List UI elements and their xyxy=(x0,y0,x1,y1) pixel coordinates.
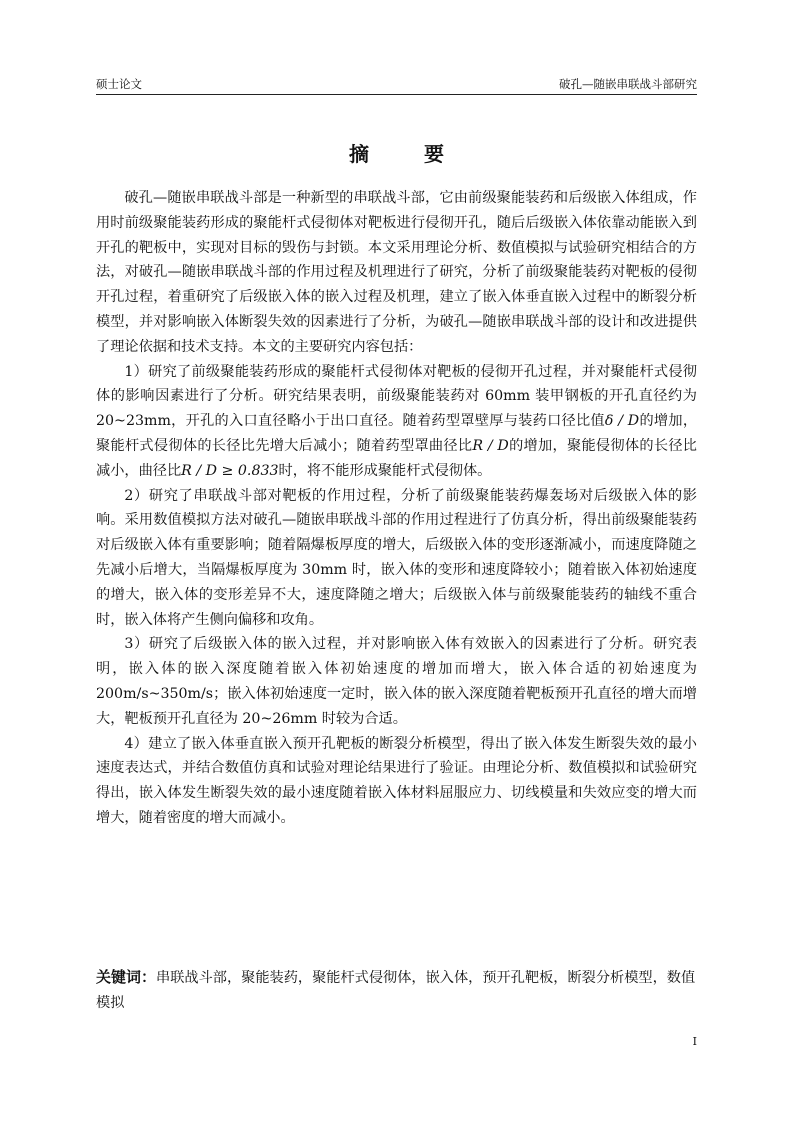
running-header xyxy=(96,76,697,95)
abstract-paragraph-1 xyxy=(96,360,697,484)
delta-over-d-formula: δ / D xyxy=(604,413,640,430)
p1-text-a: 1）研究了前级聚能装药形成的聚能杆式侵彻体对靶板的侵彻开孔过程，并对聚能杆式侵彻体的影响因素进行了分析。研究结果表明，前级聚能装药对 60mm 装甲钢板的开孔直径约为 20~23mm，开孔的入口直径略小于出口直径。随着药型罩壁厚与装药口径比值 xyxy=(96,363,697,430)
header-right-text: 破孔—随嵌串联战斗部研究 xyxy=(559,77,697,91)
keywords-text: 串联战斗部，聚能装药，聚能杆式侵彻体，嵌入体，预开孔靶板，断裂分析模型，数值模拟 xyxy=(96,970,696,1011)
abstract-paragraph-intro: 破孔—随嵌串联战斗部是一种新型的串联战斗部，它由前级聚能装药和后级嵌入体组成，作用时前级聚能装药形成的聚能杆式侵彻体对靶板进行侵彻开孔，随后后级嵌入体依靠动能嵌入到开孔的靶板中，实现对目标的毁伤与封锁。本文采用理论分析、数值模拟与试验研究相结合的方法，对破孔—随嵌串联战斗部的作用过程及机理进行了研究，分析了前级聚能装药对靶板的侵彻开孔过程，着重研究了后级嵌入体的嵌入过程及机理，建立了嵌入体垂直嵌入过程中的断裂分析模型，并对影响嵌入体断裂失效的因素进行了分析，为破孔—随嵌串联战斗部的设计和改进提供了理论依据和技术支持。本文的主要研究内容包括： xyxy=(96,190,697,355)
abstract-paragraph-2: 2）研究了串联战斗部对靶板的作用过程，分析了前级聚能装药爆轰场对后级嵌入体的影响。采用数值模拟方法对破孔—随嵌串联战斗部的作用过程进行了仿真分析，得出前级聚能装药对后级嵌入体有重要影响；随着隔爆板厚度的增大，后级嵌入体的变形逐渐减小，而速度降随之先减小后增大，当隔爆板厚度为 30mm 时，嵌入体的变形和速度降较小；随着嵌入体初始速度的增大，嵌入体的变形差异不大，速度降随之增大；后级嵌入体与前级聚能装药的轴线不重合时，嵌入体将产生侧向偏移和攻角。 xyxy=(96,487,697,628)
page-title: 摘 要 xyxy=(349,142,468,166)
r-over-d-condition-formula: R / D ≥ 0.833 xyxy=(181,462,279,479)
p1-text-b: 的增加，聚能杆式侵彻体的长径比先增大后减小；随着药型罩曲径比 xyxy=(96,413,698,454)
p1-text-c: 的增加，聚能侵彻体的长径比减小，曲径比 xyxy=(96,437,697,479)
r-over-d-formula: R / D xyxy=(472,437,509,454)
p1-text-d: 时，将不能形成聚能杆式侵彻体。 xyxy=(278,462,492,479)
header-left-text: 硕士论文 xyxy=(96,77,142,91)
keywords-section xyxy=(96,965,697,1016)
keywords-label: 关键词： xyxy=(96,968,157,986)
page-number: I xyxy=(692,1035,697,1048)
abstract-paragraph-3: 3）研究了后级嵌入体的嵌入过程，并对影响嵌入体有效嵌入的因素进行了分析。研究表明，嵌入体的嵌入深度随着嵌入体初始速度的增加而增大，嵌入体合适的初始速度为 200m/s~350m/s；嵌入体初始速度一定时，嵌入体的嵌入深度随着靶板预开孔直径的增大而增大，靶板预开孔直径为 20~26mm 时较为合适。 xyxy=(96,636,697,727)
abstract-paragraph-4: 4）建立了嵌入体垂直嵌入预开孔靶板的断裂分析模型，得出了嵌入体发生断裂失效的最小速度表达式，并结合数值仿真和试验对理论结果进行了验证。由理论分析、数值模拟和试验研究得出，嵌入体发生断裂失效的最小速度随着嵌入体材料屈服应力、切线模量和失效应变的增大而增大，随着密度的增大而减小。 xyxy=(96,735,697,826)
abstract-body xyxy=(96,186,697,831)
